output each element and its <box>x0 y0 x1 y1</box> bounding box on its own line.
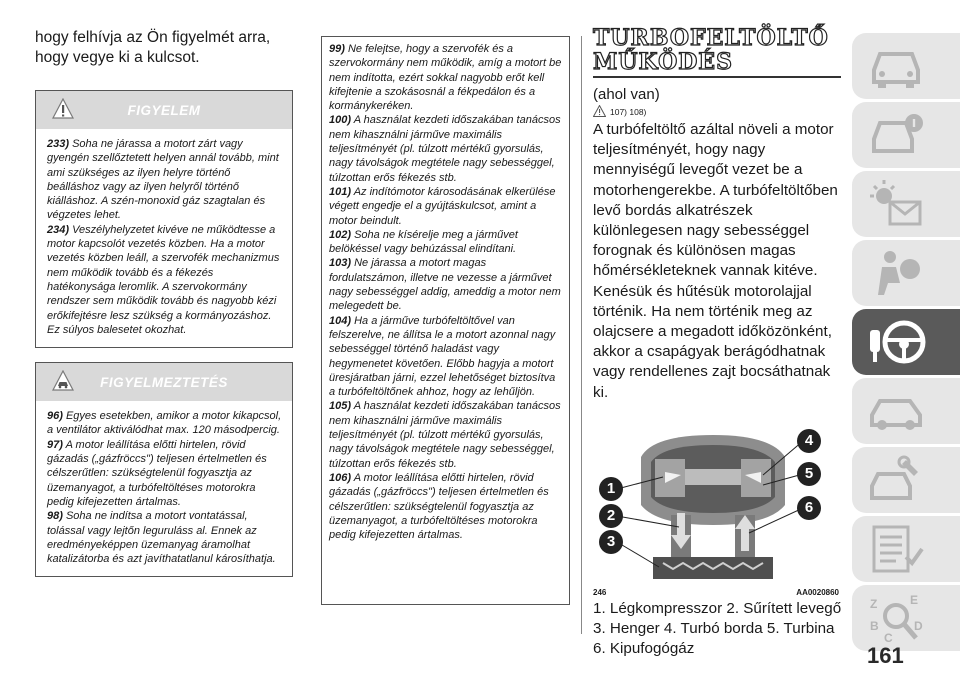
alphabet-index-icon <box>866 592 926 644</box>
caution-header <box>36 363 292 401</box>
caution-body <box>36 401 292 576</box>
figure-caption: 1. Légkompresszor 2. Sűrített levegő 3. Henger 4. Turbó borda 5. Turbina 6. Kipufogógáz <box>593 599 842 658</box>
warning-exclamation-icon <box>52 98 74 120</box>
item-number: 102) <box>329 228 352 241</box>
tab-safety[interactable] <box>852 240 960 306</box>
tab-vehicle[interactable] <box>852 33 960 99</box>
section-title-line2: MŰKÖDÉS <box>593 49 733 75</box>
item-text: A motor leállítása előtti hirtelen, rövid gázadás („gázfröccs") teljesen értelmetlen és célszerűtlen: szükségtelenül fogyasztja az üzemanyagot, a turbófeltöltéses motorokra pedig kifejezetten ártalmas. <box>329 471 549 542</box>
item-number: 100) <box>329 114 352 127</box>
airbag-person-icon <box>866 247 926 299</box>
figure-code: AA0020860 <box>796 587 839 597</box>
intro-text: hogy felhívja az Ön figyelmét arra, hogy vegye ki a kulcsot. <box>35 29 271 66</box>
caution-item <box>329 314 563 400</box>
item-text: A használat kezdeti időszakában tanácsos nem kihasználni járműve maximális teljesítményét (pl. túlzott mértékű gyorsulás, nagy távolságok megtétele nagy sebességgel, túlzottan erős fékezés stb. <box>329 400 561 470</box>
item-text: Az indítómotor károsodásának elkerülése végett engedje el a gyújtáskulcsot, amint a motor beindult. <box>329 185 556 227</box>
caution-item <box>47 409 284 438</box>
body-text: A turbófeltöltő azáltal növeli a motor teljesítményét, hogy nagy mennyiségű levegőt vezet be a motorhengerekbe. A turbófeltöltőben levő bordás alkatrészek különlegesen nagy sebességgel forognak és különösen magas hőmérsékleteknek vannak kitéve. Kenésük és hűtésük motorolajjal történik. Ha nem történik meg az olajcsere a megadott időközönként, akkor a csapágyak berágódhatnak vagy rendellenes zajt bocsáthatnak ki. <box>593 121 838 401</box>
item-text: A motor leállítása előtti hirtelen, rövid gázadás („gázfröccs") teljesen értelmetlen és célszerűtlen: szükségtelenül fogyasztja az üzemanyagot, a turbófeltöltéses motorokra pedig kifejezetten ártalmas. <box>47 438 267 508</box>
item-text: Ha a járműve turbófeltöltővel van felszerelve, ne állítsa le a motort azonnal nagy sebességgel történő haladást vagy hegymenetet követően. Előbb hagyja a motort üresjáratban járni, ezzel lehetőséget biztosítva a turbófeltöltőnek ahhoz, hogy az lehűljön. <box>329 314 556 399</box>
caution-item <box>329 399 563 470</box>
item-text: Ne járassa a motort magas fordulatszámon, illetve ne vezesse a járművet nagy sebességgel addig, ameddig a motor nem melegedett be. <box>329 257 561 313</box>
callout-5: 5 <box>797 462 821 486</box>
item-number: 99) <box>329 43 345 55</box>
callout-6: 6 <box>797 496 821 520</box>
caution-title: FIGYELMEZTETÉS <box>100 374 228 390</box>
caution-item <box>47 438 284 509</box>
warning-body <box>36 129 292 347</box>
page-number: 161 <box>867 643 904 668</box>
warning-item <box>47 223 284 337</box>
turbocharger-diagram <box>593 417 839 587</box>
caution-item <box>329 228 563 257</box>
tab-starting-driving[interactable] <box>852 309 960 375</box>
figure-meta <box>593 588 839 597</box>
item-text: Ne felejtse, hogy a szervofék és a szervokormány nem működik, amíg a motort be nem indította, ezért sokkal nagyobb erőt kell kifejtenie a szokásosnál a fékpedálon és a kormánykeréken. <box>329 43 562 113</box>
item-number: 105) <box>329 400 352 413</box>
checklist-icon <box>866 523 926 575</box>
warning-title: FIGYELEM <box>127 102 201 118</box>
svg-text:Z: Z <box>870 597 878 611</box>
title-underline <box>593 76 841 78</box>
caution-continued-box <box>321 36 570 605</box>
tab-emergency[interactable] <box>852 378 960 444</box>
item-number: 98) <box>47 510 63 523</box>
car-side-icon <box>866 385 926 437</box>
tab-dashboard[interactable] <box>852 102 960 168</box>
item-number: 106) <box>329 471 352 484</box>
caution-item <box>329 185 563 228</box>
key-steering-icon <box>866 316 926 368</box>
warning-triangle-icon <box>593 105 606 117</box>
caution-item <box>329 256 563 313</box>
warning-references <box>593 105 843 117</box>
section-subtitle: (ahol van) <box>593 86 660 103</box>
item-number: 101) <box>329 185 352 198</box>
callout-4: 4 <box>797 429 821 453</box>
item-text: Soha ne kísérelje meg a járművet belökéssel vagy behúzással elindítani. <box>329 228 518 256</box>
svg-text:B: B <box>870 619 879 633</box>
item-text: Soha ne indítsa a motort vontatással, tolással vagy lejtőn leguruláss al. Ennek az eredményeképpen üzemanyag áramolhat katalizátorba és azt javíthatatlanul károsíthatja. <box>47 510 276 566</box>
right-column <box>593 26 843 659</box>
column-divider <box>581 36 582 634</box>
item-number: 97) <box>47 438 63 451</box>
tab-lights[interactable] <box>852 171 960 237</box>
chapter-tabs <box>852 33 960 654</box>
callout-1: 1 <box>599 477 623 501</box>
item-number: 104) <box>329 314 352 327</box>
car-info-icon <box>866 109 926 161</box>
tab-maintenance[interactable] <box>852 447 960 513</box>
callout-3: 3 <box>599 530 623 554</box>
reference-numbers: 107) 108) <box>610 107 647 117</box>
car-front-icon <box>866 40 926 92</box>
item-text: A használat kezdeti időszakában tanácsos nem kihasználni járműve maximális teljesítményét (pl. túlzott mértékű gyorsulás, nagy távolságok megtétele nagy sebességgel, túlzottan erős fékezés stb. <box>329 114 561 184</box>
item-text: Veszélyhelyzetet kivéve ne működtesse a motor kapcsolót vezetés közben. Ha a motor vezetés közben leáll, a szervofék mechanizmus nem működik tovább és a fékezés hatékonysága leromlik. A szervokormány rendszer sem működik tovább és nagyobb kézi erőkifejtésre lesz szükség a kormányozáshoz. Ez súlyos balesetet okozhat. <box>47 223 280 336</box>
car-caution-icon <box>52 370 74 392</box>
tab-index[interactable] <box>852 585 960 651</box>
figure-number: 246 <box>593 587 607 597</box>
left-column <box>35 28 293 591</box>
caution-box <box>35 362 293 577</box>
caution-item <box>329 471 563 542</box>
warning-header <box>36 91 292 129</box>
light-envelope-icon <box>866 178 926 230</box>
item-number: 234) <box>47 223 70 236</box>
item-text: Soha ne járassa a motort zárt vagy gyengén szellőztetett helyen annál tovább, mint ami szükséges az ilyen helyre történő beálláshoz vagy az ilyen helyről történő kiálláshoz. A szén-monoxid gáz szagtalan és végzetes lehet. <box>47 138 279 222</box>
wrench-car-icon <box>866 454 926 506</box>
warning-box <box>35 90 293 348</box>
item-text: Egyes esetekben, amikor a motor kikapcsol, a ventilátor aktiválódhat max. 120 másodpercig. <box>47 410 282 437</box>
svg-text:D: D <box>914 619 923 633</box>
section-title-line1: TURBOFELTÖLTŐ <box>593 25 829 51</box>
caution-item <box>329 113 563 184</box>
callout-2: 2 <box>599 504 623 528</box>
warning-item <box>47 137 284 223</box>
caution-item <box>329 42 563 113</box>
item-number: 96) <box>47 410 63 423</box>
caution-item <box>47 509 284 566</box>
tab-technical-data[interactable] <box>852 516 960 582</box>
svg-text:C: C <box>884 631 893 644</box>
item-number: 103) <box>329 257 352 270</box>
item-number: 233) <box>47 138 70 150</box>
svg-text:E: E <box>910 593 919 607</box>
